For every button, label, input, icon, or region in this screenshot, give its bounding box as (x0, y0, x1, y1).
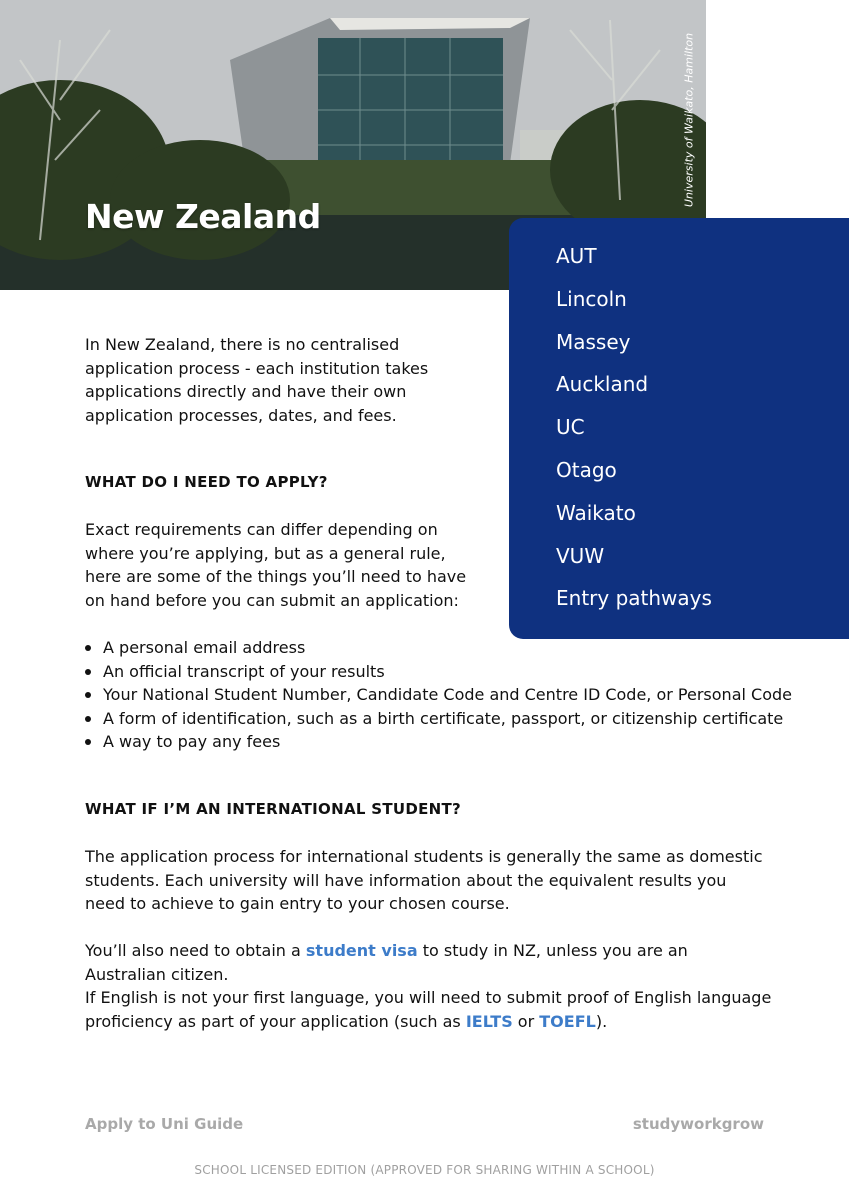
nav-item-waikato[interactable]: Waikato (556, 500, 636, 525)
license-note: SCHOOL LICENSED EDITION (APPROVED FOR SHARING WITHIN A SCHOOL) (194, 1163, 655, 1177)
nav-item-entry-pathways[interactable]: Entry pathways (556, 586, 712, 611)
nav-item-lincoln[interactable]: Lincoln (556, 286, 627, 311)
ielts-link[interactable]: IELTS (465, 1011, 513, 1031)
list-item: A way to pay any fees (85, 730, 792, 754)
requirements-paragraph: Exact requirements can differ depending on where you’re applying, but as a general rule, here are some of the things you’ll need to have on hand before you can submit an application: (85, 520, 467, 610)
english-paragraph: If English is not your first language, you will need to submit proof of English language proficiency as part of your application (such as IELTS or TOEFL). (85, 988, 772, 1031)
nav-item-otago[interactable]: Otago (556, 457, 617, 482)
nav-item-uc[interactable]: UC (556, 415, 585, 440)
page-title: New Zealand (85, 197, 321, 236)
nav-item-aut[interactable]: AUT (556, 244, 597, 268)
toefl-link[interactable]: TOEFL (539, 1011, 596, 1031)
student-visa-link[interactable]: student visa (305, 941, 418, 960)
list-item: A personal email address (85, 636, 792, 660)
photo-credit: University of Waikato, Hamilton (682, 32, 696, 208)
visa-paragraph: You’ll also need to obtain a student visa to study in NZ, unless you are an Australian citizen. (85, 941, 688, 984)
section-heading-apply: WHAT DO I NEED TO APPLY? (85, 473, 328, 491)
section-heading-international: WHAT IF I’M AN INTERNATIONAL STUDENT? (85, 800, 462, 818)
intro-paragraph: In New Zealand, there is no centralised application process - each institution takes applications directly and have their own application processes, dates, and fees. (85, 335, 429, 425)
nav-item-auckland[interactable]: Auckland (556, 372, 649, 397)
footer-brand: studyworkgrow (632, 1115, 764, 1133)
institution-nav-panel (509, 218, 849, 639)
international-paragraph: The application process for international students is generally the same as domestic students. Each university will have information about the equivalent results you need to achieve to gain entry to your chosen course. (85, 847, 763, 913)
requirements-list (85, 636, 792, 754)
nav-item-vuw[interactable]: VUW (556, 543, 605, 568)
list-item: An official transcript of your results (85, 660, 792, 684)
footer-guide-title: Apply to Uni Guide (85, 1115, 244, 1133)
nav-item-massey[interactable]: Massey (556, 329, 631, 354)
list-item: Your National Student Number, Candidate Code and Centre ID Code, or Personal Code (85, 683, 792, 707)
list-item: A form of identification, such as a birth certificate, passport, or citizenship certificate (85, 707, 792, 731)
